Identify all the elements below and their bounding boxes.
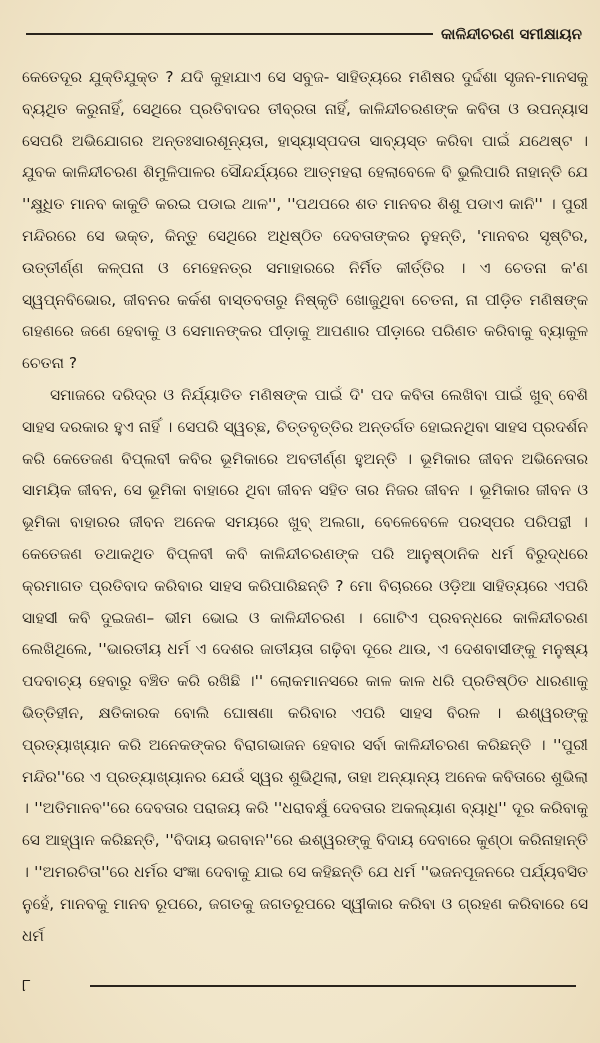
running-title: କାଳିନ୍ଦୀଚରଣ ସମୀକ୍ଷାୟନ	[440, 25, 582, 43]
paragraph: ସମାଜରେ ଦରିଦ୍ର ଓ ନିର୍ଯ୍ୟାତିତ ମଣିଷଙ୍କ ପାଇଁ ଦି' ପଦ କବିତା ଲେଖିବା ପାଇଁ ଖୁବ୍ ବେଶି ସାହସ ଦରକାର ହୁଏ ନାହିଁ । ସେପରି ସ୍ୱଚ୍ଛ, ଚିତ୍ତବୃତ୍ତିର ଅନ୍ତର୍ଗତ ହୋଇନଥିବା ସାହସ ପ୍ରଦର୍ଶନ କରି କେତେଜଣ ବିପ୍ଲବୀ କବିର ଭୂମିକାରେ ଅବତୀର୍ଣ୍ଣ ହୁଅନ୍ତି । ଭୂମିକାର ଜୀବନ ଅଭିନେତାର ସାମୟିକ ଜୀବନ, ସେ ଭୂମିକା ବାହାରେ ଥିବା ଜୀବନ ସହିତ ତାର ନିଜର ଜୀବନ । ଭୂମିକାର ଜୀବନ ଓ ଭୂମିକା ବାହାରର ଜୀବନ ଅନେକ ସମୟରେ ଖୁବ୍ ଅଲଗା, ବେଳେବେଳେ ପରସ୍ପର ପରିପନ୍ଥୀ । କେତେଜଣ ତଥାକଥିତ ବିପ୍ଳବୀ କବି କାଳିନ୍ଦୀଚରଣଙ୍କ ପରି ଆନୁଷ୍ଠାନିକ ଧର୍ମ ବିରୁଦ୍ଧରେ କ୍ରମାଗତ ପ୍ରତିବାଦ କରିବାର ସାହସ କରିପାରିଛନ୍ତି ? ମୋ ବିଚାରରେ ଓଡ଼ିଆ ସାହିତ୍ୟରେ ଏପରି ସାହସୀ କବି ଦୁଇଜଣ– ଭୀମ ଭୋଇ ଓ କାଳିନ୍ଦୀଚରଣ । ଗୋଟିଏ ପ୍ରବନ୍ଧରେ କାଳିନ୍ଦୀଚରଣ ଲେଖିଥିଲେ, ''ଭାରତୀୟ ଧର୍ମ ଏ ଦେଶର ଜାତୀୟତା ଗଢ଼ିବା ଦୂରେ ଥାଉ, ଏ ଦେଶବାସୀଙ୍କୁ ମନୁଷ୍ୟ ପଦବାଚ୍ୟ ହେବାରୁ ବଞ୍ଚିତ କରି ରଖିଛି ।'' ଲୋକମାନସରେ କାଳ କାଳ ଧରି ପ୍ରତିଷ୍ଠିତ ଧାରଣାକୁ ଭିତ୍ତିହୀନ, କ୍ଷତିକାରକ ବୋଲି ଘୋଷଣା କରିବାର ଏପରି ସାହସ ବିରଳ । ଈଶ୍ୱରଙ୍କୁ ପ୍ରତ୍ୟାଖ୍ୟାନ କରି ଅନେକଙ୍କର ବିରାଗଭାଜନ ହେବାର ସର୍ବା କାଳିନ୍ଦୀଚରଣ କରିଛନ୍ତି । ''ପୁରୀ ମନ୍ଦିର''ରେ ଏ ପ୍ରତ୍ୟାଖ୍ୟାନର ଯେଉଁ ସ୍ୱର ଶୁଭିଥିଲା, ତାହା ଅନ୍ୟାନ୍ୟ ଅନେକ କବିତାରେ ଶୁଭିଲା । ''ଅତିମାନବ''ରେ ଦେବତାର ପରାଜୟ କରି ''ଧରାବକ୍ଷୁଁ ଦେବତାର ଅକଲ୍ୟାଣ ବ୍ୟାଧି'' ଦୂର କରିବାକୁ ସେ ଆହ୍ୱାନ କରିଛନ୍ତି, ''ବିଦାୟ ଭଗବାନ''ରେ ଈଶ୍ୱରଙ୍କୁ ବିଦାୟ ଦେବାରେ କୁଣ୍ଠା କରିନାହାନ୍ତି । ''ଅମରଚିତା''ରେ ଧର୍ମର ସଂଜ୍ଞା ଦେବାକୁ ଯାଇ ସେ କହିଛନ୍ତି ଯେ ଧର୍ମ ''ଭଜନପୂଜନରେ ପର୍ଯ୍ୟବସିତ ନୁହେଁ, ମାନବକୁ ମାନବ ରୂପରେ, ଜଗତକୁ ଜଗତରୂପରେ ସ୍ୱୀକାର କରିବା ଓ ଗ୍ରହଣ କରିବାରେ ସେ ଧର୍ମ	[22, 385, 588, 945]
page-footer	[22, 974, 576, 998]
body-text	[22, 62, 588, 962]
running-header	[26, 22, 582, 46]
page-number: ୮	[22, 976, 31, 996]
header-rule	[26, 33, 433, 35]
footer-rule	[90, 985, 576, 987]
paragraph: କେତେଦୂର ଯୁକ୍ତିଯୁକ୍ତ ? ଯଦି କୁହାଯାଏ ସେ ସବୁଜ- ସାହିତ୍ୟରେ ମଣିଷର ଦୁର୍ଦ୍ଦଶା ସୃଜନ-ମାନସକୁ ବ୍ୟଥିତ କରୁନାହିଁ, ସେଥିରେ ପ୍ରତିବାଦର ତୀବ୍ରତା ନାହିଁ, କାଳିନ୍ଦୀଚରଣଙ୍କ କବିତା ଓ ଉପନ୍ୟାସ ସେପରି ଅଭିଯୋଗର ଅନ୍ତଃସାରଶୂନ୍ୟତା, ହାସ୍ୟାସ୍ପଦତା ସାବ୍ୟସ୍ତ କରିବା ପାଇଁ ଯଥେଷ୍ଟ । ଯୁବକ କାଳିନ୍ଦୀଚରଣ ଶିମୁଳିପାଳର ସୌନ୍ଦର୍ଯ୍ୟରେ ଆତ୍ମହରା ହେଲାବେଳେ ବି ଭୁଲିପାରି ନାହାନ୍ତି ଯେ ''କ୍ଷୁଧିତ ମାନବ କାକୁତି କରଇ ପଡାଇ ଥାଳ'', ''ପଥପରେ ଶତ ମାନବର ଶିଶୁ ପଡାଏ କାନି'' । ପୁରୀ ମନ୍ଦିରରେ ସେ ଭକ୍ତ, କିନ୍ତୁ ସେଥିରେ ଅଧିଷ୍ଠିତ ଦେବତାଙ୍କର ନୁହନ୍ତି, 'ମାନବର ସୃଷ୍ଟିର, ଉତ୍ତୀର୍ଣ୍ଣ କଳ୍ପନା ଓ ମେହେନତ୍‌ର ସମାହାରରେ ନିର୍ମିତ କୀର୍ତ୍ତିର । ଏ ଚେତନା କ'ଣ ସ୍ୱପ୍ନବିଭୋର, ଜୀବନର କର୍କଶ ବାସ୍ତବତାରୁ ନିଷ୍କୃତି ଖୋଜୁଥିବା ଚେତନା, ନା ପୀଡ଼ିତ ମଣିଷଙ୍କ ଗହଣରେ ଜଣେ ହେବାକୁ ଓ ସେମାନଙ୍କର ପୀଡ଼ାକୁ ଆପଣାର ପୀଡ଼ାରେ ପରିଣତ କରିବାକୁ ବ୍ୟାକୁଳ ଚେତନା ?	[22, 68, 588, 373]
